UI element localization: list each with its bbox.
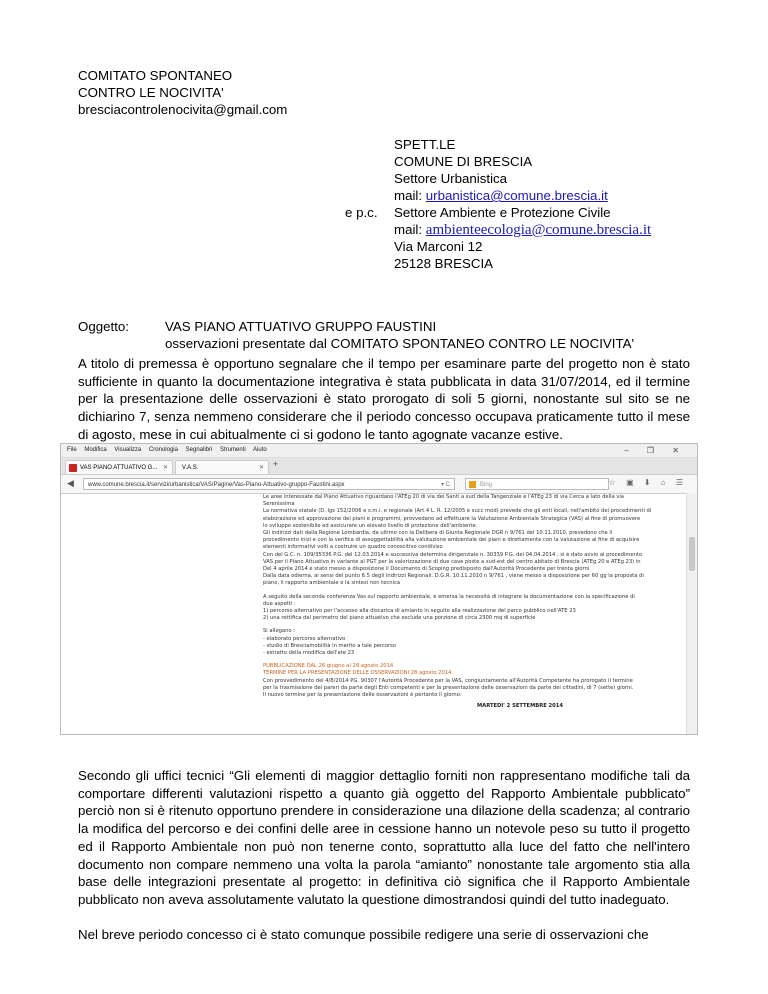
content-line: - estratto della modifica dell'ate 23 <box>263 650 355 657</box>
mail-label: mail: <box>394 222 426 237</box>
browser-tabbar <box>61 458 697 475</box>
content-line: La normativa statale (D. lgs 152/2006 e s.m.i. e regionale (Art.4 L. R. 12/2005 e succ mod) prevede che gli enti locali, nell'ambito dei procedimenti di <box>263 508 652 515</box>
ambiente-email-link[interactable]: ambienteecologia@comune.brescia.it <box>425 222 652 238</box>
cc-label: e p.c. <box>345 205 378 220</box>
mail-label: mail: <box>394 188 426 203</box>
content-line: VAS per il Piano Attuativo in variante al PGT per la valorizzazione di due cave poste a sud-est del centro abitato di Brescia (ATEg 20 e ATEg 23) in <box>263 558 641 565</box>
browser-menubar <box>61 444 697 458</box>
content-line: Serenissima <box>263 501 295 508</box>
subject-title: VAS PIANO ATTUATIVO GRUPPO FAUSTINI <box>165 319 437 334</box>
reload-icon[interactable]: ▾ C <box>440 482 450 488</box>
tab-label: V.A.S. <box>182 465 199 471</box>
paragraph-osservazioni: Nel breve periodo concesso ci è stato comunque possibile redigere una serie di osservazioni che <box>78 927 649 942</box>
content-line: - studio di Bresciamobilità in merito a tale percorso <box>263 642 397 649</box>
menu-item[interactable]: Segnalibri <box>185 447 213 453</box>
search-input[interactable] <box>465 478 609 490</box>
menu-item[interactable]: Modifica <box>84 447 107 453</box>
deadline-date: MARTEDI' 2 SETTEMBRE 2014 <box>477 703 563 710</box>
page-scrollbar[interactable] <box>686 493 697 734</box>
content-line: 1) percorso alternativo per l'accesso alla discarica di amianto in seguito alla realizzazione del parco pubblico nell'ATE 23 <box>263 608 576 615</box>
content-line: Con del G.C. n. 109/35336 P.G. del 12.03.2014 e successiva determina dirigenziale n. 30339 P.G. del 04.04.2014 , si è dato avvio al procedimento <box>263 551 643 558</box>
menu-item[interactable]: Visualizza <box>114 447 142 453</box>
content-line: Le aree interessate dal Piano Attuativo riguardano l'ATEg 20 di via dei Santi a sud della Tangenziale e l'ATEg 23 di via Cerca a lato della via <box>263 494 624 500</box>
sender-name-line1: COMITATO SPONTANEO <box>78 68 233 83</box>
url-bar[interactable] <box>83 478 455 490</box>
toolbar-icons[interactable]: ☆ ▣ ⬇ ⌂ ☰ <box>608 478 687 487</box>
recipient-mail-line <box>394 187 608 204</box>
tab-vas[interactable] <box>175 460 269 474</box>
content-line: Gli indirizzi dati dalla Regione Lombardia, da ultimo con la Delibera di Giunta Regionale DGR n 9/761 del 10.11.2010, prevedono che il <box>263 530 613 537</box>
recipient-address: Via Marconi 12 <box>394 239 483 254</box>
recipient-department: Settore Urbanistica <box>394 171 508 186</box>
content-line: TERMINE PER LA PRESENTAZIONE DELLE OSSERVAZIONI 28 agosto 2014 <box>263 670 452 677</box>
content-line: Si allegano : <box>263 628 295 635</box>
menu-item[interactable]: Cronologia <box>148 447 178 453</box>
search-placeholder: Bing <box>480 482 493 488</box>
close-tab-icon[interactable]: ✕ <box>258 465 264 471</box>
content-line: elementi informativi volti a costruire un quadro conoscitivo condiviso <box>263 544 443 551</box>
paragraph-uffici-tecnici: Secondo gli uffici tecnici “Gli elementi di maggior dettaglio forniti non rappresentano modifiche tali da comportare differenti valutazioni rispetto a quanto già oggetto del Rapporto Ambientale pubblicato” perciò non si è ritenuto opportuno prendere in considerazione una dilazione della scadenza; al contrario la modifica del percorso e dei confini delle aree in cessione hanno un notevole peso su tutto il progetto ed il Rapporto Ambientale non può non tenerne conto, soprattutto alla luce del fatto che nell'intero documento non compare nemmeno una volta la parola “amianto” nonostante tale argomento stia alla base delle integrazioni presentate al progetto: in definitiva ciò significa che il Rapporto Ambientale pubblicato non aveva assolutamente valutato la questione dimostrandosi quindi del tutto inadeguato. <box>78 768 690 907</box>
tab-vas-piano[interactable] <box>65 460 173 474</box>
close-tab-icon[interactable]: ✕ <box>162 465 168 471</box>
new-tab-icon[interactable]: + <box>273 459 279 469</box>
recipient-salutation: SPETT.LE <box>394 137 456 152</box>
menu-item[interactable]: File <box>67 447 77 453</box>
urbanistica-email-link[interactable]: urbanistica@comune.brescia.it <box>425 188 608 203</box>
browser-navbar <box>61 475 697 494</box>
url-text: www.comune.brescia.it/servizi/urbanistica/VAS/Pagine/Vas-Piano-Attuativo-gruppo-Faustini.aspx <box>88 482 345 488</box>
subject-subtitle: osservazioni presentate dal COMITATO SPONTANEO CONTRO LE NOCIVITA' <box>165 336 635 351</box>
recipient-cc-mail-line <box>394 221 651 239</box>
window-controls[interactable]: – ❐ ✕ <box>624 446 687 455</box>
content-line: lo sviluppo sostenibile ed assicurare un elevato livello di protezione dell'ambiente. <box>263 522 478 529</box>
sender-email: bresciacontrolenocivita@gmail.com <box>78 102 288 117</box>
content-line: 2) una rettifica del perimetro del piano attuativo che esclude una porzione di circa 2300 mq di superficie <box>263 615 536 622</box>
recipient-cc-department: Settore Ambiente e Protezione Civile <box>394 205 611 220</box>
content-line: elaborazione ed approvazione dei piani e programmi, provvedano ad effettuare la Valutazione Ambientale Strategica (VAS) al fine di promuovere <box>263 515 641 522</box>
content-line: Il nuovo termine per la presentazione delle osservazioni è pertanto il giorno: <box>263 692 462 699</box>
back-icon[interactable]: ◀ <box>67 478 74 488</box>
content-line: Del 4 aprile 2014 è stato messo a disposizione il Documento di Scoping predisposto dall'Autorità Procedente per trenta giorni <box>263 566 590 573</box>
content-line: A seguito della seconda conferenza Vas sul rapporto ambientale, è emersa la necessità di integrare la documentazione con la specificazione di <box>263 593 635 600</box>
content-line: due aspetti : <box>263 600 296 607</box>
content-line: PUBBLICAZIONE DAL 26 giugno al 28 agosto 2014 <box>263 663 394 670</box>
content-line: procedimento inizi e con la verifica di assoggettabilità alla valutazione ambientale dei piani e direttamente con la valutazione al fine di acquisire <box>263 537 640 544</box>
menu-item[interactable]: Aiuto <box>253 447 267 453</box>
subject-label: Oggetto: <box>78 319 130 334</box>
content-line: - elaborato percorso alternativo <box>263 635 346 642</box>
bing-icon <box>469 481 476 488</box>
recipient-city: 25128 BRESCIA <box>394 256 494 271</box>
scrollbar-thumb[interactable] <box>689 537 695 571</box>
recipient-name: COMUNE DI BRESCIA <box>394 154 533 169</box>
paragraph-premessa: A titolo di premessa è opportuno segnalare che il tempo per esaminare parte del progetto non è stato sufficiente in quanto la documentazione integrativa è stata pubblicata in data 31/07/2014, ed il termine per la presentazione delle osservazioni è stato prorogato di soli 5 giorni, nonostante sul sito se ne dichiarino 7, senza nemmeno considerare che il periodo concesso occupava praticamente tutto il mese di agosto, mese in cui abitualmente ci si godono le tanto agognate vacanze estive. <box>78 356 690 442</box>
content-line: Dalla data odierna, ai sensi del punto 6.5 degli Indirizzi Regionali, D.G.R. 10.11.2010 n 9/761 , viene messo a disposizione per 60 gg la proposta di <box>263 573 644 580</box>
page-content <box>263 494 683 710</box>
content-line: Con provvedimento del 4/8/2014 PG. 90307 l'Autorità Procedente per la VAS, congiuntamente all'Autorità Competente ha prorogato il termine <box>263 677 633 684</box>
content-line: per la trasmissione dei pareri da parte degli Enti competenti e per la presentazione delle osservazioni da parte dei cittadini, di 7 (sette) giorni. <box>263 684 634 691</box>
site-favicon-icon <box>69 464 77 472</box>
tab-label: VAS PIANO ATTUATIVO G... <box>80 465 158 471</box>
website-screenshot <box>60 443 698 735</box>
content-line: piano, il rapporto ambientale e la sintesi non tecnica <box>263 580 401 587</box>
sender-name-line2: CONTRO LE NOCIVITA' <box>78 85 224 100</box>
menu-item[interactable]: Strumenti <box>220 447 246 453</box>
